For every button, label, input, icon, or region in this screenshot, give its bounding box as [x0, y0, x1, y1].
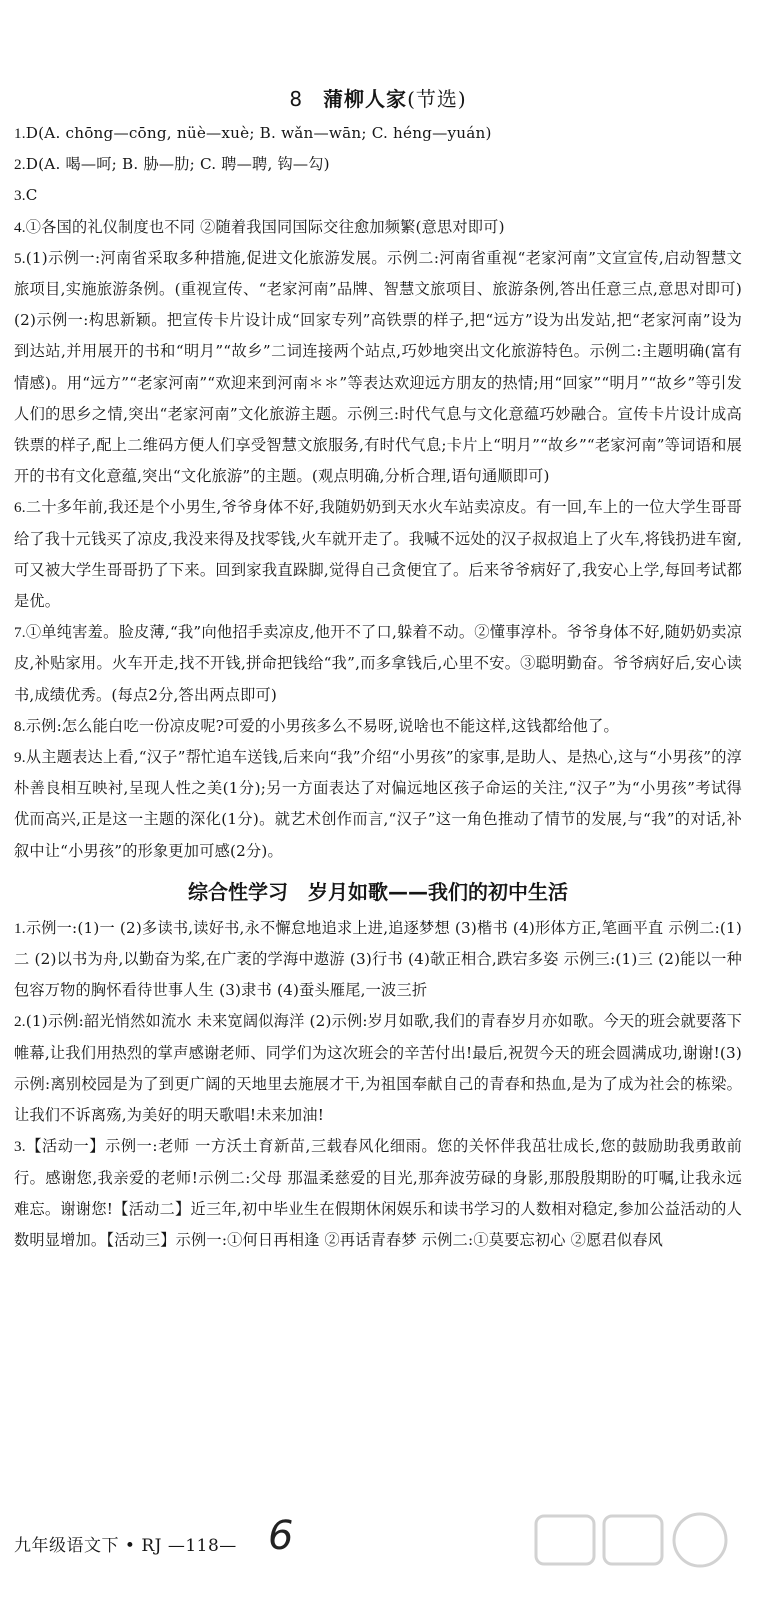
- answer-list-section2: [14, 913, 742, 1256]
- lesson-number: 8: [289, 87, 304, 111]
- answer-item: [14, 1131, 742, 1256]
- comprehensive-title: 综合性学习 岁月如歌——我们的初中生活: [188, 879, 568, 904]
- lesson-title: 蒲柳人家: [323, 87, 408, 111]
- answer-item: [14, 492, 742, 617]
- handwritten-page-number: 6: [268, 1513, 294, 1559]
- answer-text: 示例一:(1)一 (2)多读书,读好书,永不懈怠地追求上进,追逐梦想 (3)楷书 (4)形体方正,笔画平直 示例二:(1)二 (2)以书为舟,以勤奋为桨,在广袤的学海中遨游 (3)行书 (4)欹正相合,跌宕多姿 示例三:(1)三 (2)能以一种包容万物的胸怀看待世事人生 (3)隶书 (4)蚕头雁尾,一波三折: [14, 918, 742, 1000]
- answer-item: [14, 617, 742, 711]
- watermark-logo-icon: [530, 1510, 755, 1592]
- watermark-logo: [530, 1510, 755, 1592]
- answer-text: (1)示例一:河南省采取多种措施,促进文化旅游发展。示例二:河南省重视“老家河南”文宣宣传,启动智慧文旅项目,实施旅游条例。(重视宣传、“老家河南”品牌、智慧文旅项目、旅游条例,答出任意三点,意思对即可) (2)示例一:构思新颖。把宣传卡片设计成“回家专列”高铁票的样子,把“远方”设为出发站,把“老家河南”设为到达站,并用展开的书和“明月”“故乡”二词连接两个站点,巧妙地突出文化旅游特色。示例二:主题明确(富有情感)。用“远方”“老家河南”“欢迎来到河南＊＊”等表达欢迎远方朋友的热情;用“回家”“明月”“故乡”等引发人们的思乡之情,突出“老家河南”文化旅游主题。示例三:时代气息与文化意蕴巧妙融合。宣传卡片设计成高铁票的样子,配上二维码方便人们享受智慧文旅服务,有时代气息;卡片上“明月”“故乡”“老家河南”等词语和展开的书有文化意蕴,突出“文化旅游”的主题。(观点明确,分析合理,语句通顺即可): [14, 248, 742, 486]
- answer-number: 9.: [14, 749, 26, 767]
- answer-text: 二十多年前,我还是个小男生,爷爷身体不好,我随奶奶到天水火车站卖凉皮。有一回,车上的一位大学生哥哥给了我十元钱买了凉皮,我没来得及找零钱,火车就开走了。我喊不远处的汉子叔叔追上了火车,将钱扔进车窗,可又被大学生哥哥扔了下来。回到家我直跺脚,觉得自己贪便宜了。后来爷爷病好了,我安心上学,每回考试都是优。: [14, 498, 742, 611]
- lesson-subtitle: (节选): [407, 87, 467, 111]
- watermark-tile-2: [604, 1516, 662, 1564]
- answer-item: [14, 212, 742, 243]
- answer-item: [14, 243, 742, 493]
- answer-list-section1: [14, 118, 742, 867]
- section-title-comprehensive: [14, 875, 742, 909]
- answer-number: 3.: [14, 187, 26, 205]
- answer-number: 7.: [14, 624, 26, 642]
- answer-text: (1)示例:韶光悄然如流水 未来宽阔似海洋 (2)示例:岁月如歌,我们的青春岁月亦如歌。今天的班会就要落下帷幕,让我们用热烈的掌声感谢老师、同学们为这次班会的辛苦付出!最后,祝贺今天的班会圆满成功,谢谢!(3)示例:离别校园是为了到更广阔的天地里去施展才干,为祖国奉献自己的青春和热血,是为了成为社会的栋梁。让我们不诉离殇,为美好的明天歌唱!未来加油!: [14, 1012, 743, 1125]
- answer-number: 4.: [14, 218, 26, 236]
- answer-number: 8.: [14, 717, 26, 735]
- answer-number: 6.: [14, 499, 26, 517]
- answer-item: [14, 118, 742, 149]
- answer-text: 示例:怎么能白吃一份凉皮呢?可爱的小男孩多么不易呀,说啥也不能这样,这钱都给他了。: [25, 716, 619, 735]
- answer-number: 1.: [14, 919, 26, 937]
- watermark-tile-1: [536, 1516, 594, 1564]
- answer-number: 1.: [14, 125, 26, 142]
- answer-text: ①单纯害羞。脸皮薄,“我”向他招手卖凉皮,他开不了口,躲着不动。②懂事淳朴。爷爷身体不好,随奶奶卖凉皮,补贴家用。火车开走,找不开钱,拼命把钱给“我”,而多拿钱后,心里不安。③聪明勤奋。爷爷病好后,安心读书,成绩优秀。(每点2分,答出两点即可): [14, 623, 742, 704]
- answer-item: [14, 711, 742, 742]
- answer-item: [14, 180, 742, 211]
- answer-text: D(A. 喝—呵; B. 胁—肋; C. 聘—聘, 钩—勾): [25, 155, 330, 174]
- answer-item: [14, 149, 742, 180]
- watermark-circle: [674, 1514, 726, 1566]
- answer-number: 5.: [14, 249, 26, 267]
- answer-number: 2.: [14, 156, 26, 174]
- page-footer: 九年级语文下 • RJ —118—: [14, 1536, 237, 1556]
- answer-item: [14, 742, 742, 867]
- answer-text: ①各国的礼仪制度也不同 ②随着我国同国际交往愈加频繁(意思对即可): [25, 217, 505, 236]
- answer-item: [14, 1006, 742, 1131]
- answer-text: 【活动一】示例一:老师 一方沃土育新苗,三载春风化细雨。您的关怀伴我茁壮成长,您的鼓励助我勇敢前行。感谢您,我亲爱的老师!示例二:父母 那温柔慈爱的目光,那奔波劳碌的身影,那殷殷期盼的叮嘱,让我永远难忘。谢谢您!【活动二】近三年,初中毕业生在假期休闲娱乐和读书学习的人数相对稳定,参加公益活动的人数明显增加。【活动三】示例一:①何日再相逢 ②再话青春梦 示例二:①莫要忘初心 ②愿君似春风: [14, 1137, 742, 1249]
- answer-text: 从主题表达上看,“汉子”帮忙追车送钱,后来向“我”介绍“小男孩”的家事,是助人、是热心,这与“小男孩”的淳朴善良相互映衬,呈现人性之美(1分);另一方面表达了对偏远地区孩子命运的关注,“汉子”为“小男孩”考试得优而高兴,正是这一主题的深化(1分)。就艺术创作而言,“汉子”这一角色推动了情节的发展,与“我”的对话,补叙中让“小男孩”的形象更加可感(2分)。: [14, 748, 742, 860]
- answer-number: 2.: [14, 1013, 26, 1031]
- section-title-puliu: [14, 82, 742, 116]
- answer-number: 3.: [14, 1138, 26, 1156]
- answer-text: D(A. chōng—cōng, nüè—xuè; B. wǎn—wān; C. héng—yuán): [25, 124, 492, 142]
- answer-sheet: [14, 82, 742, 1256]
- answer-item: [14, 913, 742, 1007]
- answer-text: C: [25, 186, 38, 205]
